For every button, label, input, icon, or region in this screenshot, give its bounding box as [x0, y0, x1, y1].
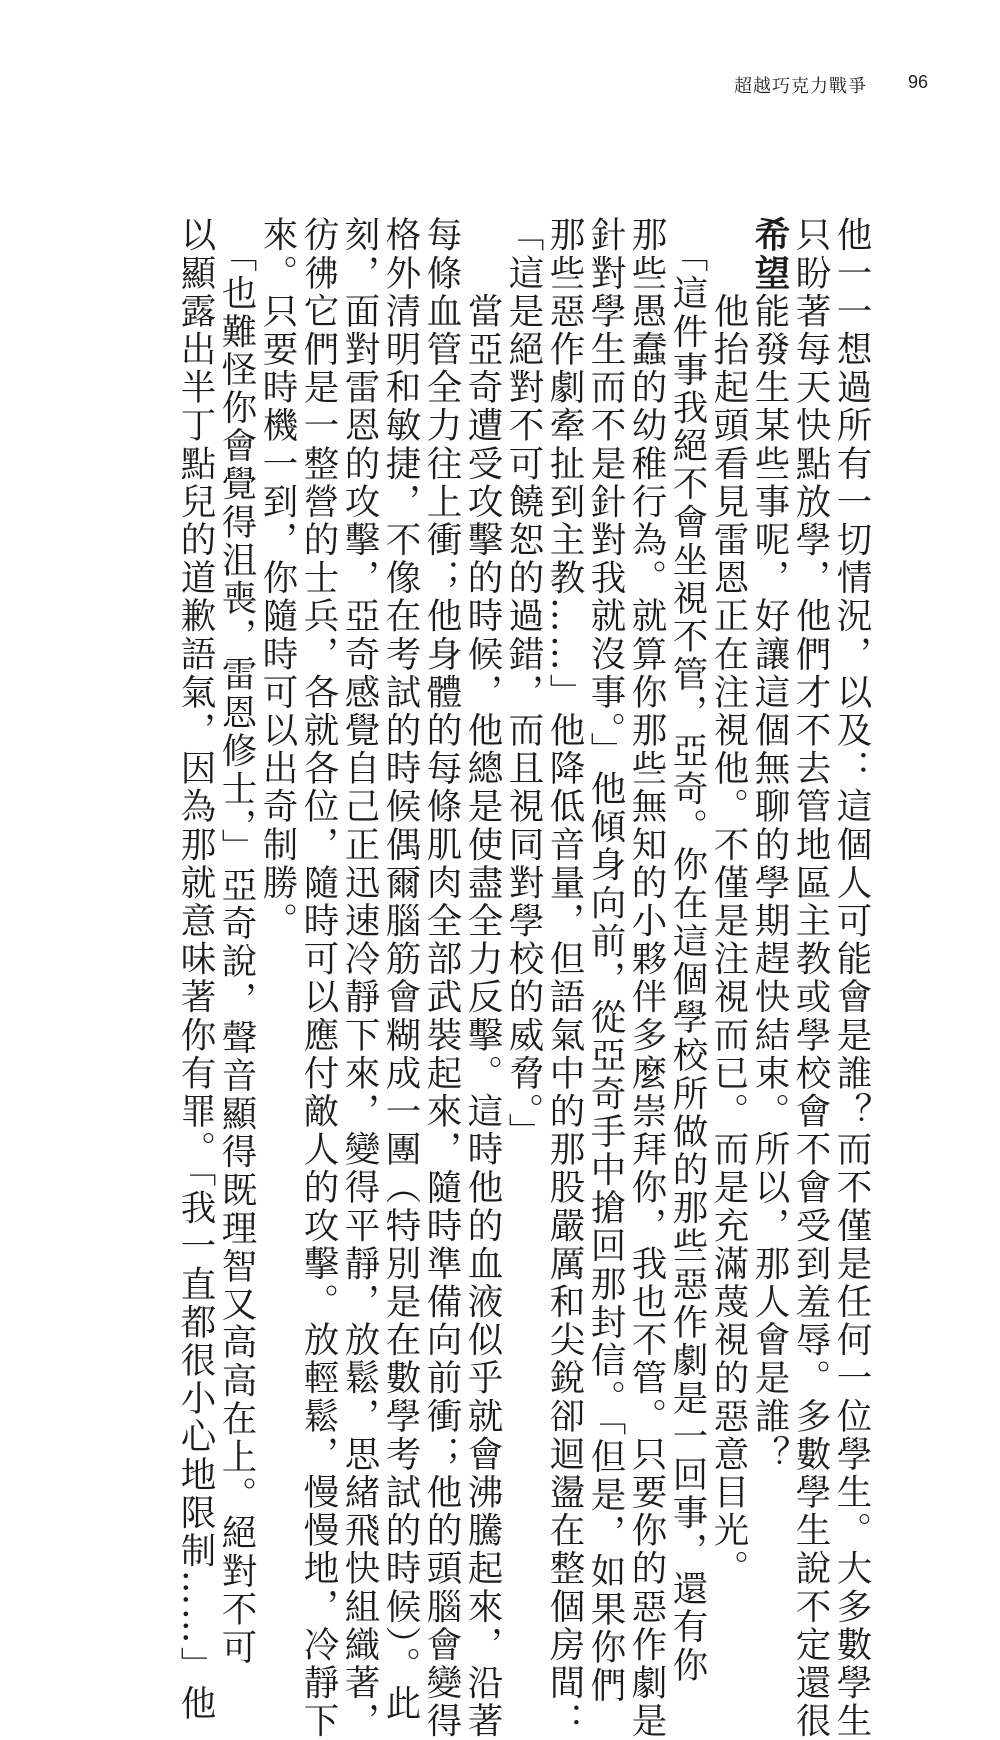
text-line: 他一一想過所有一切情況，以及：這個人可能會是誰？而不僅是任何一位學生。大多數學生	[831, 216, 872, 1740]
text-line: 彷彿它們是一整營的士兵，各就各位，隨時可以應付敵人的攻擊。放輕鬆，慢慢地，冷靜下	[298, 216, 339, 1740]
running-title: 超越巧克力戰爭	[734, 76, 867, 97]
text-line: 「這是絕對不可饒恕的過錯，而且視同對學校的威脅。」	[503, 216, 544, 1151]
text-line: 來。只要時機一到，你隨時可以出奇制勝。	[257, 216, 298, 940]
text-line: 那些惡作劇牽扯到主教……」他降低音量，但語氣中的那股嚴厲和尖銳卻迴盪在整個房間：	[544, 216, 585, 1740]
text-line	[749, 216, 790, 1476]
text-line: 他抬起頭看見雷恩正在注視他。不僅是注視而已。而是充滿蔑視的惡意目光。	[708, 216, 749, 1588]
text-line: 格外清明和敏捷，不像在考試的時候偶爾腦筋會糊成一團（特別是在數學考試的時候）。此	[380, 216, 421, 1723]
text-line: 那些愚蠢的幼稚行為。就算你那些無知的小夥伴多麼崇拜你，我也不管。只要你的惡作劇是	[626, 216, 667, 1740]
emphasized-text: 希望	[749, 216, 790, 293]
page-header	[720, 72, 940, 96]
body-text	[132, 216, 872, 1740]
text-line: 針對學生而不是針對我就沒事。」他傾身向前，從亞奇手中搶回那封信。「但是，如果你們	[585, 216, 626, 1705]
text-line: 刻，面對雷恩的攻擊，亞奇感覺自己正迅速冷靜下來，變得平靜，放鬆，思緒飛快組織著，	[339, 216, 380, 1740]
text-line: 「這件事我絕不會坐視不管，亞奇。你在這個學校所做的那些惡作劇是一回事，還有你	[667, 216, 708, 1685]
text-line: 當亞奇遭受攻擊的時候，他總是使盡全力反擊。這時他的血液似乎就會沸騰起來，沿著	[462, 216, 503, 1740]
text-line-rest: 能發生某些事呢，好讓這個無聊的學期趕快結束。所以，那人會是誰？	[749, 292, 790, 1474]
text-line: 每條血管全力往上衝；他身體的每條肌肉全部武裝起來，隨時準備向前衝；他的頭腦會變得	[421, 216, 462, 1740]
text-line: 只盼著每天快點放學，他們才不去管地區主教或學校會不會受到羞辱。多數學生說不定還很	[790, 216, 831, 1740]
text-line: 「也難怪你會覺得沮喪，雷恩修士，」亞奇說，聲音顯得既理智又高高在上。絕對不可	[216, 216, 257, 1667]
text-line: 以顯露出半丁點兒的道歉語氣，因為那就意味著你有罪。「我一直都很小心地限制……」他	[175, 216, 216, 1723]
page-number: 96	[908, 72, 929, 92]
